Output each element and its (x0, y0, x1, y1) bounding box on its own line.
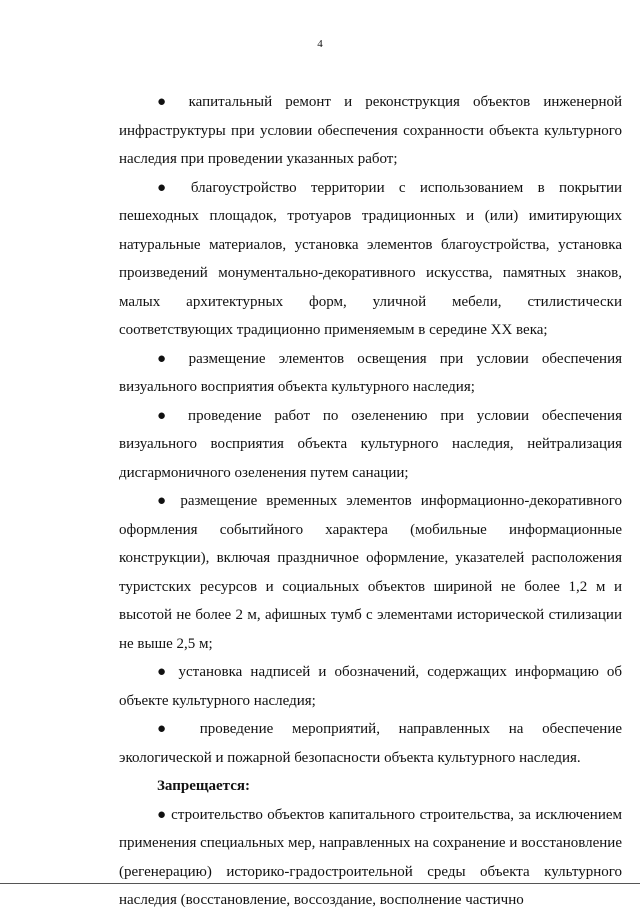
permitted-item-lighting: ● размещение элементов освещения при условии обеспечения визуального восприятия объекта культурного наследия; (119, 350, 622, 395)
prohibited-heading: Запрещается: (157, 778, 251, 794)
permitted-item-greening: ● проведение работ по озеленению при условии обеспечения визуального восприятия объекта культурного наследия, нейтрализация дисгармоничного озеленения путем санации; (119, 407, 622, 481)
page-number: 4 (317, 38, 323, 50)
document-body (119, 88, 622, 915)
page-bottom-divider (0, 883, 640, 884)
permitted-item-repair: ● капитальный ремонт и реконструкция объектов инженерной инфраструктуры при условии обеспечения сохранности объекта культурного наследия при проведении указанных работ; (119, 94, 622, 167)
permitted-item-inscriptions: ● установка надписей и обозначений, содержащих информацию об объекте культурного наследия; (119, 664, 622, 709)
permitted-item-landscaping: ● благоустройство территории с использованием в покрытии пешеходных площадок, тротуаров традиционных и (или) имитирующих натуральные материалов, установка элементов благоустройства, установка произведений монументально-декоративного искусства, памятных знаков, малых архитектурных форм, уличной мебели, стилистически соответствующих традиционно применяемым в середине XX века; (119, 179, 622, 338)
permitted-item-safety: ● проведение мероприятий, направленных на обеспечение экологической и пожарной безопасности объекта культурного наследия. (119, 721, 622, 766)
permitted-item-temporary-elements: ● размещение временных элементов информационно-декоративного оформления событийного характера (мобильные информационные конструкции), включая праздничное оформление, указателей расположения туристских ресурсов и социальных объектов шириной не более 1,2 м и высотой не более 2 м, афишных тумб с элементами исторической стилизации не выше 2,5 м; (119, 493, 622, 652)
prohibited-item-construction: ● строительство объектов капитального строительства, за исключением применения специальных мер, направленных на сохранение и восстановление (регенерацию) историко-градостроительной среды объекта культурного наследия (восстановление, воссоздание, восполнение частично (119, 806, 622, 908)
